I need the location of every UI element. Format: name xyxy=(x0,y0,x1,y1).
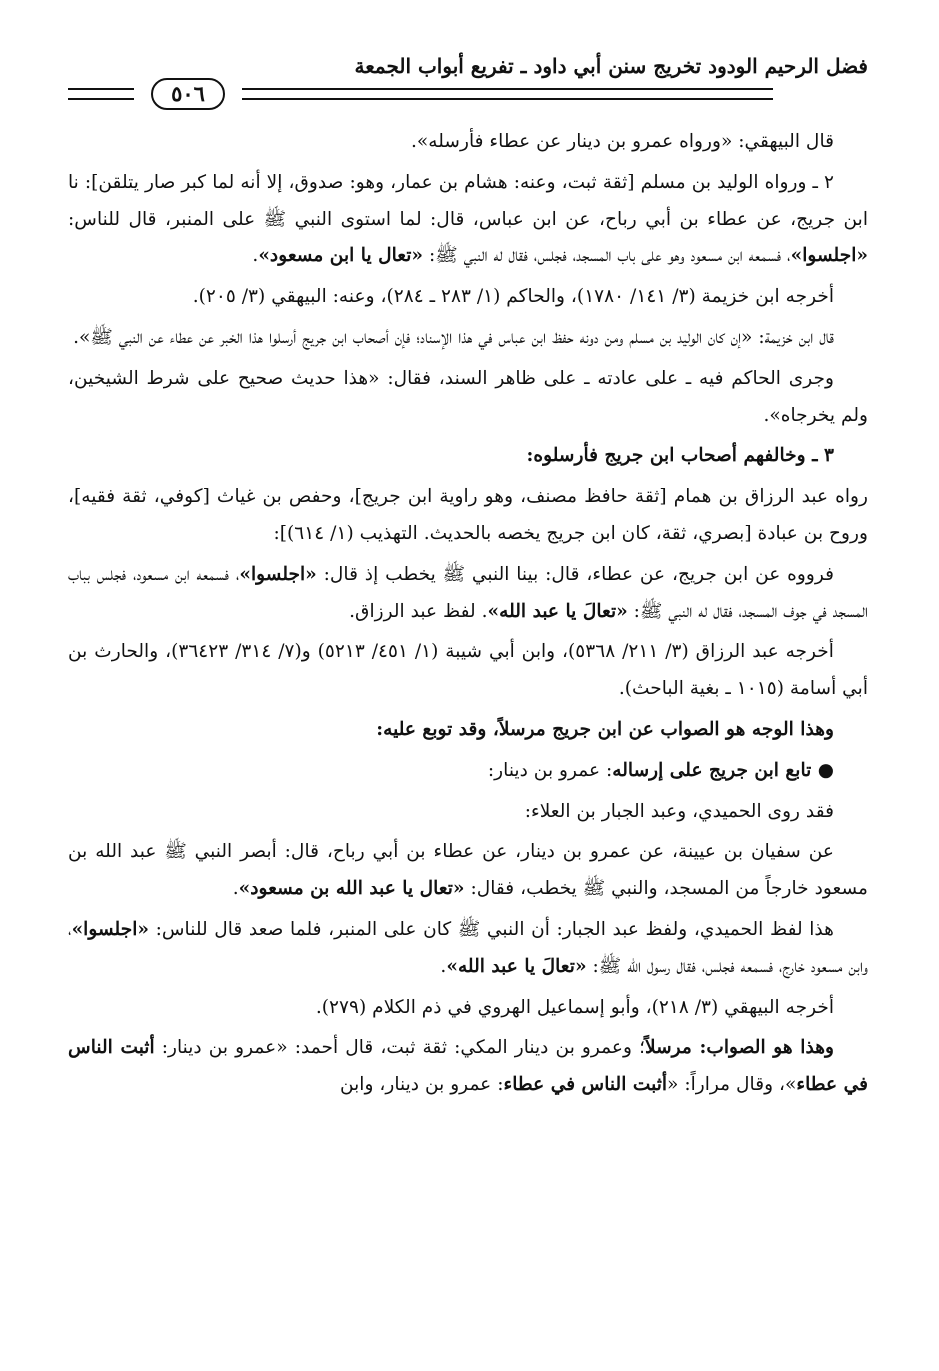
paragraph xyxy=(68,438,868,475)
page-content xyxy=(68,124,868,1104)
text-run: : عمرو بن دينار: xyxy=(487,759,613,781)
bold-text-run: «تعالَ يا عبد الله» xyxy=(446,955,587,977)
text-run: . xyxy=(232,878,239,900)
paragraph xyxy=(68,712,868,749)
bold-text-run: «تعالَ يا عبد الله» xyxy=(487,600,628,622)
bold-text-run: ٣ ـ وخالفهم أصحاب ابن جريج فأرسلوه: xyxy=(526,445,834,467)
bold-text-run: «اجلسوا» xyxy=(790,245,868,267)
text-run: . لفظ عبد الرزاق. xyxy=(349,600,488,622)
bold-text-run: وهذا الوجه هو الصواب عن ابن جريج مرسلاً، وقد توبع عليه: xyxy=(376,718,834,740)
text-run: ؛ وعمرو بن دينار المكي: ثقة ثبت، قال أحمد: «عمرو بن دينار: xyxy=(154,1037,645,1059)
paragraph xyxy=(68,834,868,908)
bold-text-run: وهذا هو الصواب: مرسلاً xyxy=(644,1037,834,1059)
text-run: عن سفيان بن عيينة، عن عمرو بن دينار، عن عطاء بن أبي رباح، قال: أبصر النبي ﷺ عبد الله بن مسعود خارجاً من المسجد، والنبي ﷺ يخطب، فقال: xyxy=(68,841,868,900)
text-run: هذا لفظ الحميدي، ولفظ عبد الجبار: أن النبي ﷺ كان على المنبر، فلما صعد قال للناس: xyxy=(148,918,834,940)
paragraph xyxy=(68,634,868,708)
bold-text-run: ● تابع ابن جريج على إرساله xyxy=(612,759,834,781)
running-title: فضل الرحيم الودود تخريج سنن أبي داود ـ تفريع أبواب الجمعة xyxy=(354,54,868,78)
paragraph xyxy=(68,320,868,357)
page-number-frame xyxy=(134,77,242,111)
text-run: قال ابن خزيمة: «إن كان الوليد بن مسلم ومن دونه حفظ ابن عباس في هذا الإسناد؛ فإن أصحاب ابن جريج أرسلوا هذا الخبر عن عطاء عن النبي ﷺ». xyxy=(73,326,834,348)
paragraph xyxy=(68,912,868,986)
text-run: رواه عبد الرزاق بن همام [ثقة حافظ مصنف، وهو راوية ابن جريج]، وحفص بن غياث [كوفي، ثقة فقيه]، وروح بن عبادة [بصري، ثقة، كان ابن جريج يخصه بالحديث. التهذيب (١/ ٦١٤)]: xyxy=(68,486,868,544)
bold-text-run: «اجلسوا» xyxy=(71,918,149,940)
text-run: . xyxy=(440,955,447,977)
bold-text-run: «تعال يا عبد الله بن مسعود» xyxy=(238,878,465,900)
text-run: فرووه عن ابن جريج، عن عطاء، قال: بينا النبي ﷺ يخطب إذ قال: xyxy=(316,563,835,585)
paragraph xyxy=(68,279,868,316)
paragraph xyxy=(68,1030,868,1104)
bold-text-run: «اجلسوا» xyxy=(239,563,317,585)
text-run: . xyxy=(252,245,259,267)
bold-text-run: «تعال يا ابن مسعود» xyxy=(258,245,424,267)
text-run: »، وقال مراراً: « xyxy=(667,1074,797,1096)
text-run: ، وابن مسعود خارج، فسمعه فجلس، فقال رسول الله ﷺ: xyxy=(68,918,868,977)
text-run: ، فسمعه ابن مسعود، فجلس بباب المسجد في جوف المسجد، فقال له النبي ﷺ: xyxy=(68,563,868,622)
text-run: أخرجه عبد الرزاق (٣/ ٢١١/ ٥٣٦٨)، وابن أبي شيبة (١/ ٤٥١/ ٥٢١٣) و(٧/ ٣١٤/ ٣٦٤٢٣)، والحارث بن أبي أسامة (١٠١٥ ـ بغية الباحث). xyxy=(68,641,868,700)
paragraph xyxy=(68,124,868,161)
bold-text-run: أثبت الناس في عطاء xyxy=(503,1074,668,1096)
text-run: ٢ ـ ورواه الوليد بن مسلم [ثقة ثبت، وعنه: هشام بن عمار، وهو: صدوق، إلا أنه لما كبر صار يتلقن]: نا ابن جريج، عن عطاء بن أبي رباح، عن ابن عباس، قال: لما استوى النبي ﷺ على المنبر، قال للناس: xyxy=(68,171,868,230)
paragraph xyxy=(68,557,868,631)
text-run: وجرى الحاكم فيه ـ على عادته ـ على ظاهر السند، فقال: «هذا حديث صحيح على شرط الشيخين، ولم يخرجاه». xyxy=(68,367,868,426)
paragraph xyxy=(68,990,868,1027)
text-run: ، فسمعه ابن مسعود وهو على باب المسجد، فجلس، فقال له النبي ﷺ: xyxy=(423,245,791,267)
paragraph xyxy=(68,479,868,553)
page-number: ٥٠٦ xyxy=(151,78,225,110)
text-run: أخرجه ابن خزيمة (٣/ ١٤١/ ١٧٨٠)، والحاكم (١/ ٢٨٣ ـ ٢٨٤)، وعنه: البيهقي (٣/ ٢٠٥). xyxy=(192,286,834,308)
text-run: فقد روى الحميدي، وعبد الجبار بن العلاء: xyxy=(524,800,834,822)
text-run: قال البيهقي: «ورواه عمرو بن دينار عن عطاء فأرسله». xyxy=(410,131,834,152)
bold-text-run: أثبت الناس في عطاء xyxy=(68,1037,868,1096)
page-header xyxy=(68,40,868,122)
paragraph xyxy=(68,753,868,790)
paragraph xyxy=(68,361,868,435)
paragraph xyxy=(68,794,868,831)
text-run: أخرجه البيهقي (٣/ ٢١٨)، وأبو إسماعيل الهروي في ذم الكلام (٢٧٩). xyxy=(315,996,834,1018)
paragraph xyxy=(68,165,868,275)
text-run: : عمرو بن دينار، وابن xyxy=(339,1074,504,1096)
book-page xyxy=(68,40,868,1360)
